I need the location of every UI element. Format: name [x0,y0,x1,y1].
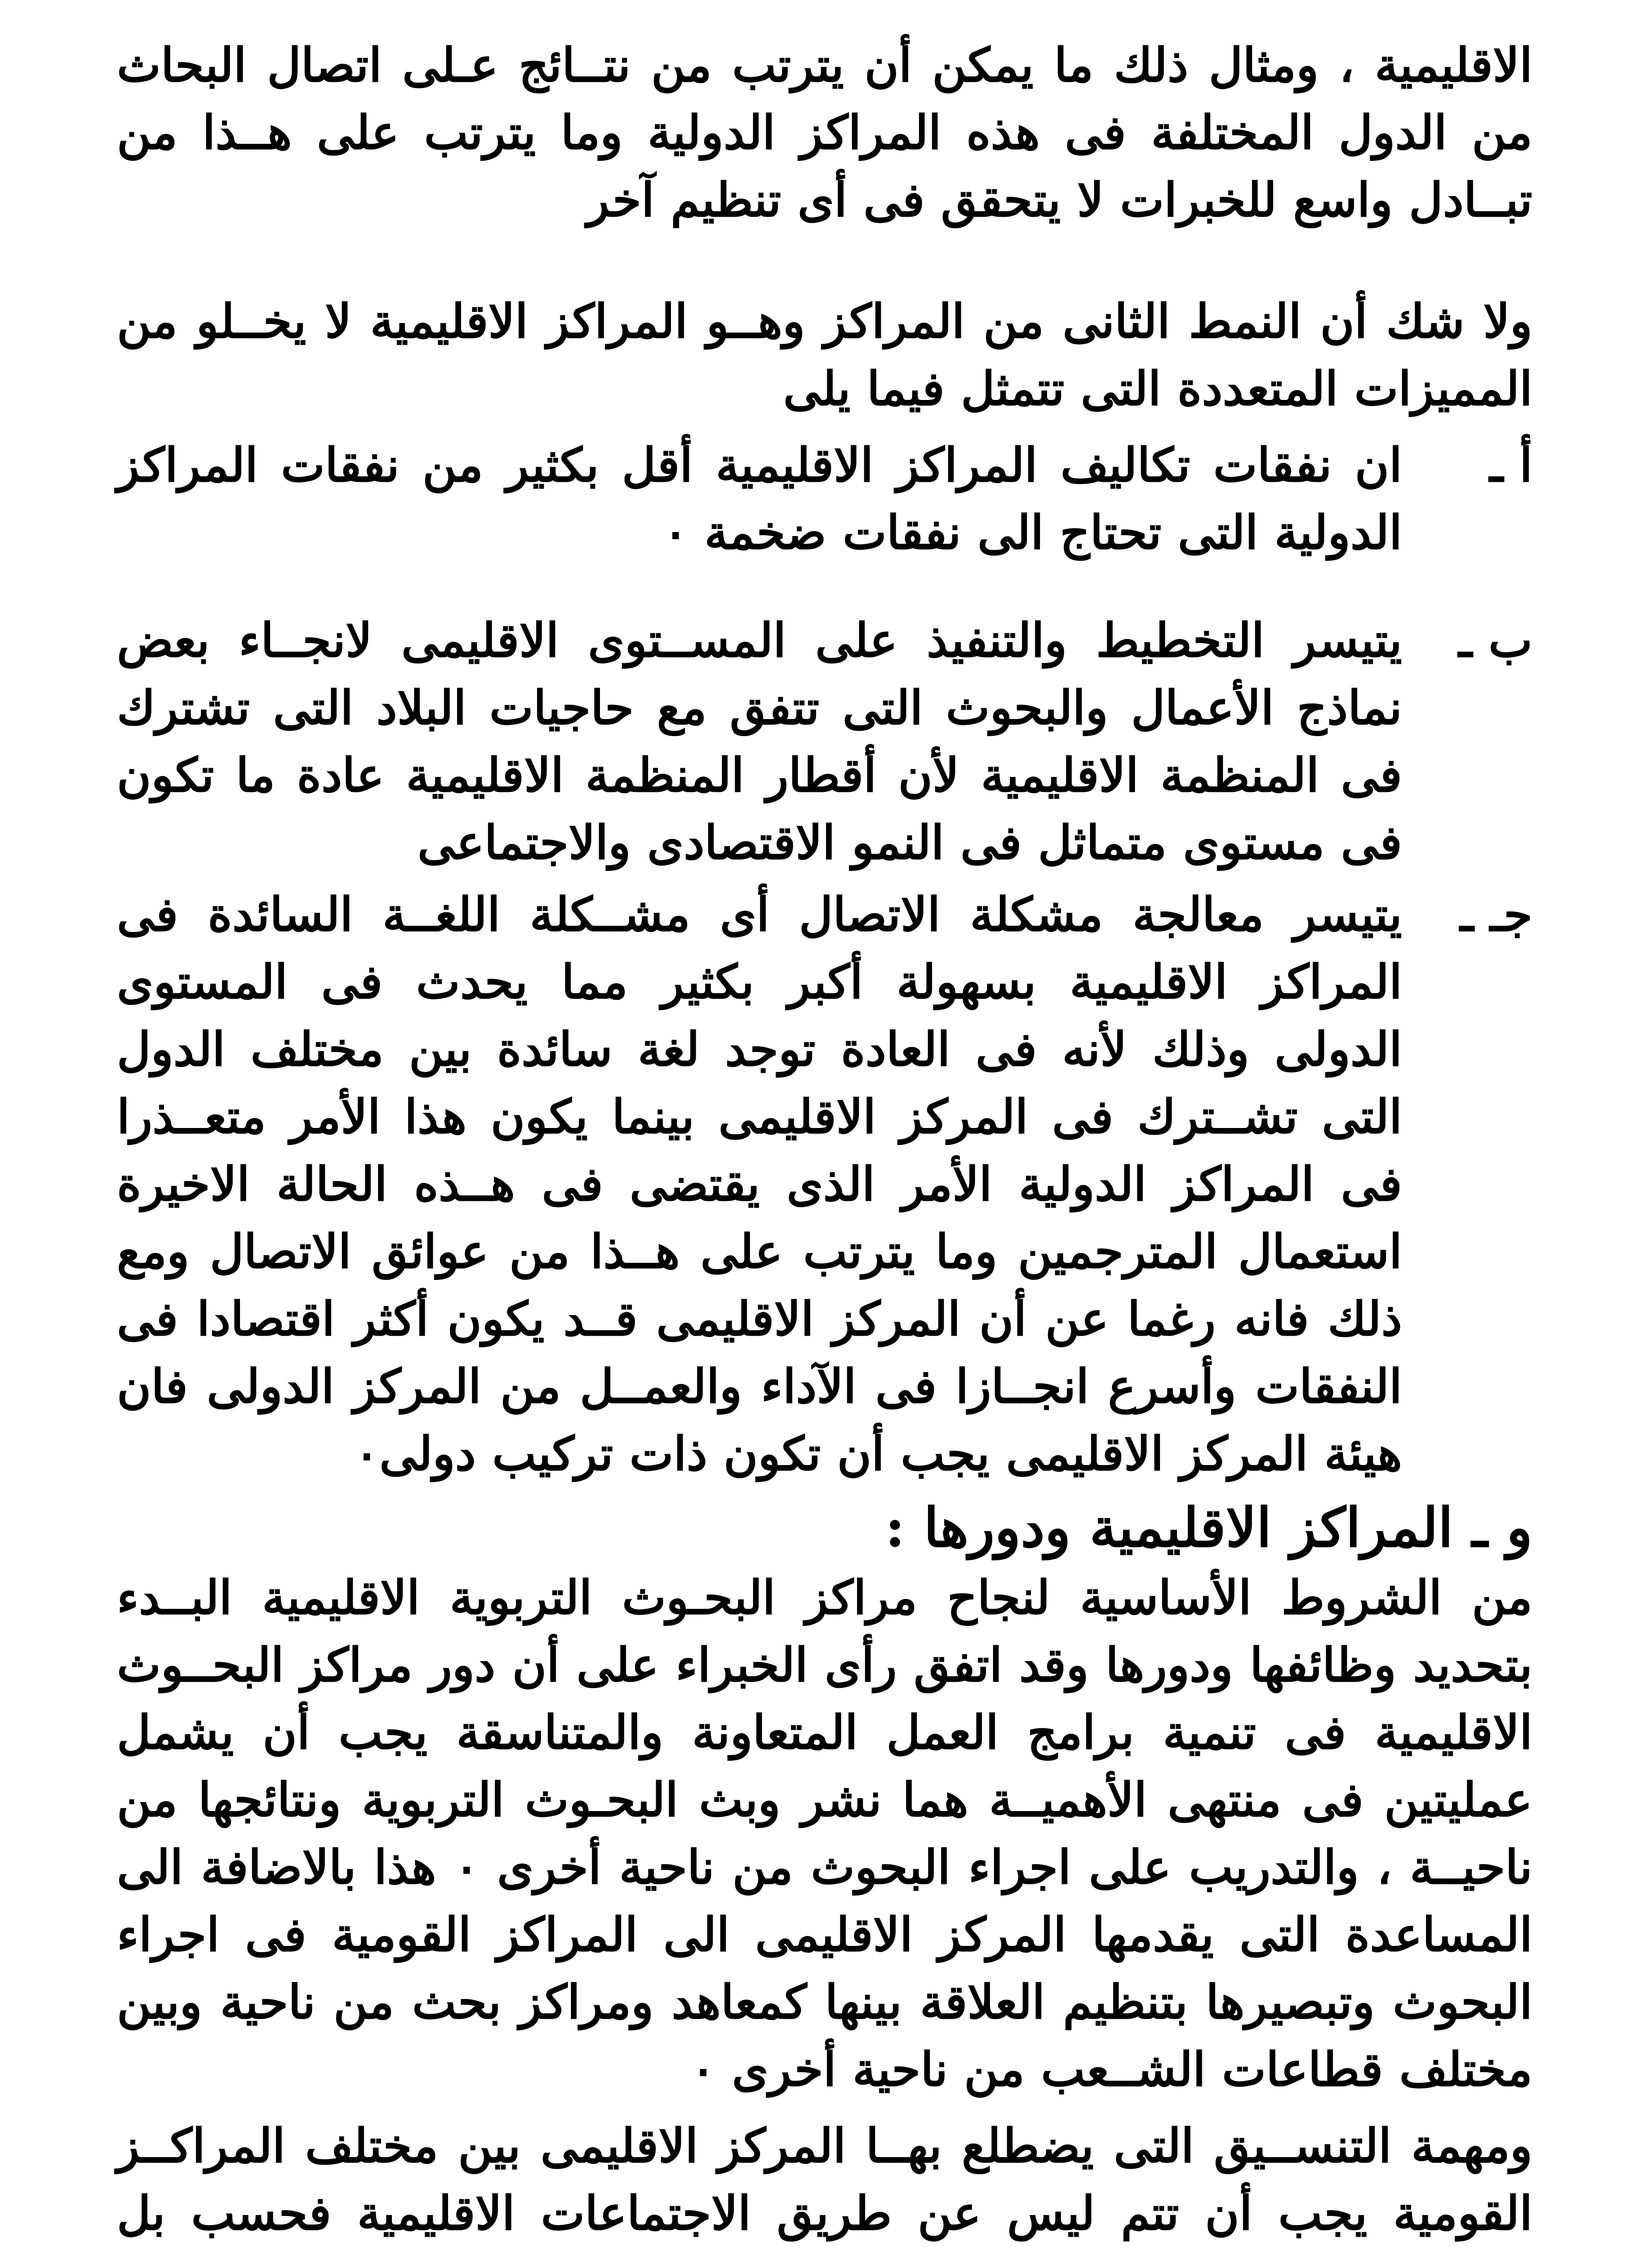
list-item-c-text: يتيسر معالجة مشكلة الاتصال أى مشــكلة اللغــة السائدة فى المراكز الاقليمية بسهولة أكبر بكثير مما يحدث فى المستوى الدولى وذلك لأنه فى العادة توجد لغة سائدة بين مختلف الدول التى تشــترك فى المركز الاقليمى بينما يكون هذا الأمر متعــذرا فى المراكز الدولية الأمر الذى يقتضى فى هــذه الحالة الاخيرة استعمال المترجمين وما يترتب على هــذا من عوائق الاتصال ومع ذلك فانه رغما عن أن المركز الاقليمى قــد يكون أكثر اقتصادا فى النفقات وأسرع انجــازا فى الآداء والعمــل من المركز الدولى فان هيئة المركز الاقليمى يجب أن تكون ذات تركيب دولى٠ [117,887,1402,1481]
list-item-b-text: يتيسر التخطيط والتنفيذ على المســتوى الاقليمى لانجــاء بعض نماذج الأعمال والبحوث التى تتفق مع حاجيات البلاد التى تشترك فى المنظمة الاقليمية لأن أقطار المنظمة الاقليمية عادة ما تكون فى مستوى متماثل فى النمو الاقتصادى والاجتماعى [117,613,1402,870]
list-item-a [117,431,1532,566]
list-item-c-marker: جـ ـ [1460,887,1532,942]
paragraph-2-text: ولا شك أن النمط الثانى من المراكز وهــو المراكز الاقليمية لا يخــلو من المميزات المتعددة التى تتمثل فيما يلى [117,293,1532,416]
list-item-a-text: ان نفقات تكاليف المراكز الاقليمية أقل بكثير من نفقات المراكز الدولية التى تحتاج الى نفقات ضخمة ٠ [117,437,1402,560]
paragraph-4-text: ومهمة التنســيق التى يضطلع بهــا المركز الاقليمى بين مختلف المراكــز القومية يجب أن تتم ليس عن طريق الاجتماعات الاقليمية فحسب بل [117,2118,1533,2241]
list-item-c [117,881,1532,1488]
paragraph-1-text: الاقليمية ، ومثال ذلك ما يمكن أن يترتب من نتــائج عـلى اتصال البحاث من الدول المختلفة فى هذه المراكز الدولية وما يترتب على هــذا من تبــادل واسع للخبرات لا يتحقق فى أى تنظيم آخر [117,37,1532,227]
paragraph-3 [117,1564,1532,2103]
section-heading: و ـ المراكز الاقليمية ودورها : [885,1496,1532,1559]
list-item-b [117,607,1532,876]
paragraph-2 [117,288,1532,422]
paragraph-1 [117,31,1532,234]
list-item-a-marker: أ ـ [1489,437,1532,493]
paragraph-4 [117,2112,1532,2247]
list-item-b-marker: ب ـ [1458,613,1532,668]
paragraph-3-text: من الشروط الأساسية لنجاح مراكز البحـوث التربوية الاقليمية البــدء بتحديد وظائفها ودورها وقد اتفق رأى الخبراء على أن دور مراكز البحــوث الاقليمية فى تنمية برامج العمل المتعاونة والمتناسقة يجب أن يشمل عمليتين فى منتهى الأهميــة هما نشر وبث البحـوث التربوية ونتائجها من ناحيــة ، والتدريب على اجراء البحوث من ناحية أخرى ٠ هذا بالاضافة الى المساعدة التى يقدمها المركز الاقليمى الى المراكز القومية فى اجراء البحوث وتبصيرها بتنظيم العلاقة بينها كمعاهد ومراكز بحث من ناحية وبين مختلف قطاعات الشــعب من ناحية أخرى ٠ [117,1570,1532,2097]
